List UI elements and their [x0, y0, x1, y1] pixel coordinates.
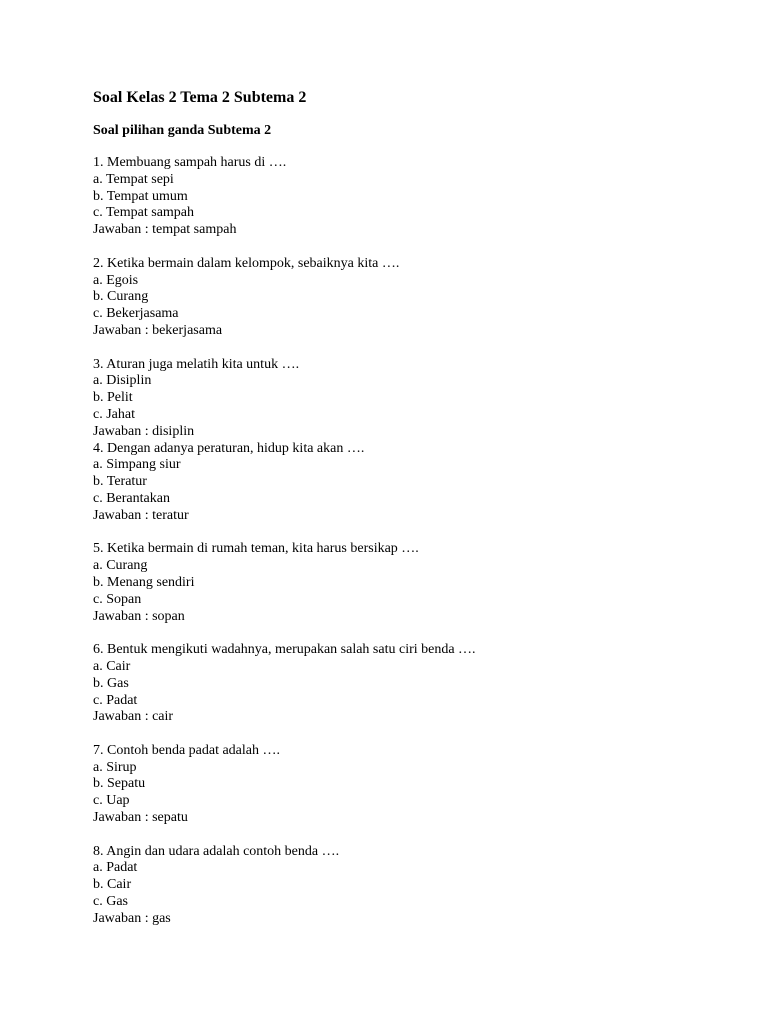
question-text: 7. Contoh benda padat adalah ….	[93, 742, 281, 758]
question-2	[93, 256, 713, 340]
option-b: b. Gas	[93, 675, 129, 691]
question-6	[93, 642, 713, 726]
question-text: 2. Ketika bermain dalam kelompok, sebaiknya kita ….	[93, 255, 400, 271]
answer-line: Jawaban : bekerjasama	[93, 322, 223, 338]
document-page	[93, 88, 713, 928]
answer-line: Jawaban : sepatu	[93, 810, 188, 826]
option-b: b. Pelit	[93, 390, 133, 406]
question-text: 1. Membuang sampah harus di ….	[93, 155, 287, 170]
question-text: 4. Dengan adanya peraturan, hidup kita akan ….	[93, 440, 365, 456]
question-7	[93, 743, 713, 827]
option-a: a. Egois	[93, 272, 139, 288]
option-b: b. Curang	[93, 289, 149, 305]
option-b: b. Teratur	[93, 474, 147, 490]
option-a: a. Simpang siur	[93, 457, 181, 473]
question-3	[93, 357, 713, 441]
option-a: a. Cair	[93, 658, 131, 674]
question-text: 8. Angin dan udara adalah contoh benda ….	[93, 843, 340, 859]
answer-line: Jawaban : disiplin	[93, 423, 195, 439]
option-b: b. Sepatu	[93, 776, 146, 792]
option-b: b. Menang sendiri	[93, 574, 195, 590]
question-4	[93, 441, 713, 525]
answer-line: Jawaban : sopan	[93, 608, 185, 624]
question-1	[93, 155, 713, 239]
option-a: a. Curang	[93, 558, 148, 574]
answer-line: Jawaban : cair	[93, 709, 174, 725]
option-c: c. Padat	[93, 692, 138, 708]
option-a: a. Tempat sepi	[93, 171, 174, 187]
option-c: c. Tempat sampah	[93, 205, 195, 221]
option-c: c. Berantakan	[93, 490, 170, 506]
option-a: a. Disiplin	[93, 373, 152, 389]
question-text: 3. Aturan juga melatih kita untuk ….	[93, 356, 300, 372]
question-text: 6. Bentuk mengikuti wadahnya, merupakan salah satu ciri benda ….	[93, 642, 476, 658]
document-title: Soal Kelas 2 Tema 2 Subtema 2	[93, 89, 307, 106]
option-c: c. Gas	[93, 894, 128, 910]
option-c: c. Sopan	[93, 591, 142, 607]
answer-line: Jawaban : teratur	[93, 507, 189, 523]
answer-line: Jawaban : gas	[93, 910, 171, 926]
option-a: a. Sirup	[93, 759, 137, 775]
question-5	[93, 541, 713, 625]
option-a: a. Padat	[93, 860, 138, 876]
option-b: b. Tempat umum	[93, 188, 188, 204]
answer-line: Jawaban : tempat sampah	[93, 222, 237, 238]
question-text: 5. Ketika bermain di rumah teman, kita harus bersikap ….	[93, 541, 419, 557]
option-c: c. Uap	[93, 793, 130, 809]
section-title: Soal pilihan ganda Subtema 2	[93, 123, 272, 138]
option-b: b. Cair	[93, 877, 132, 893]
question-8	[93, 844, 713, 928]
option-c: c. Bekerjasama	[93, 306, 179, 322]
option-c: c. Jahat	[93, 406, 135, 422]
